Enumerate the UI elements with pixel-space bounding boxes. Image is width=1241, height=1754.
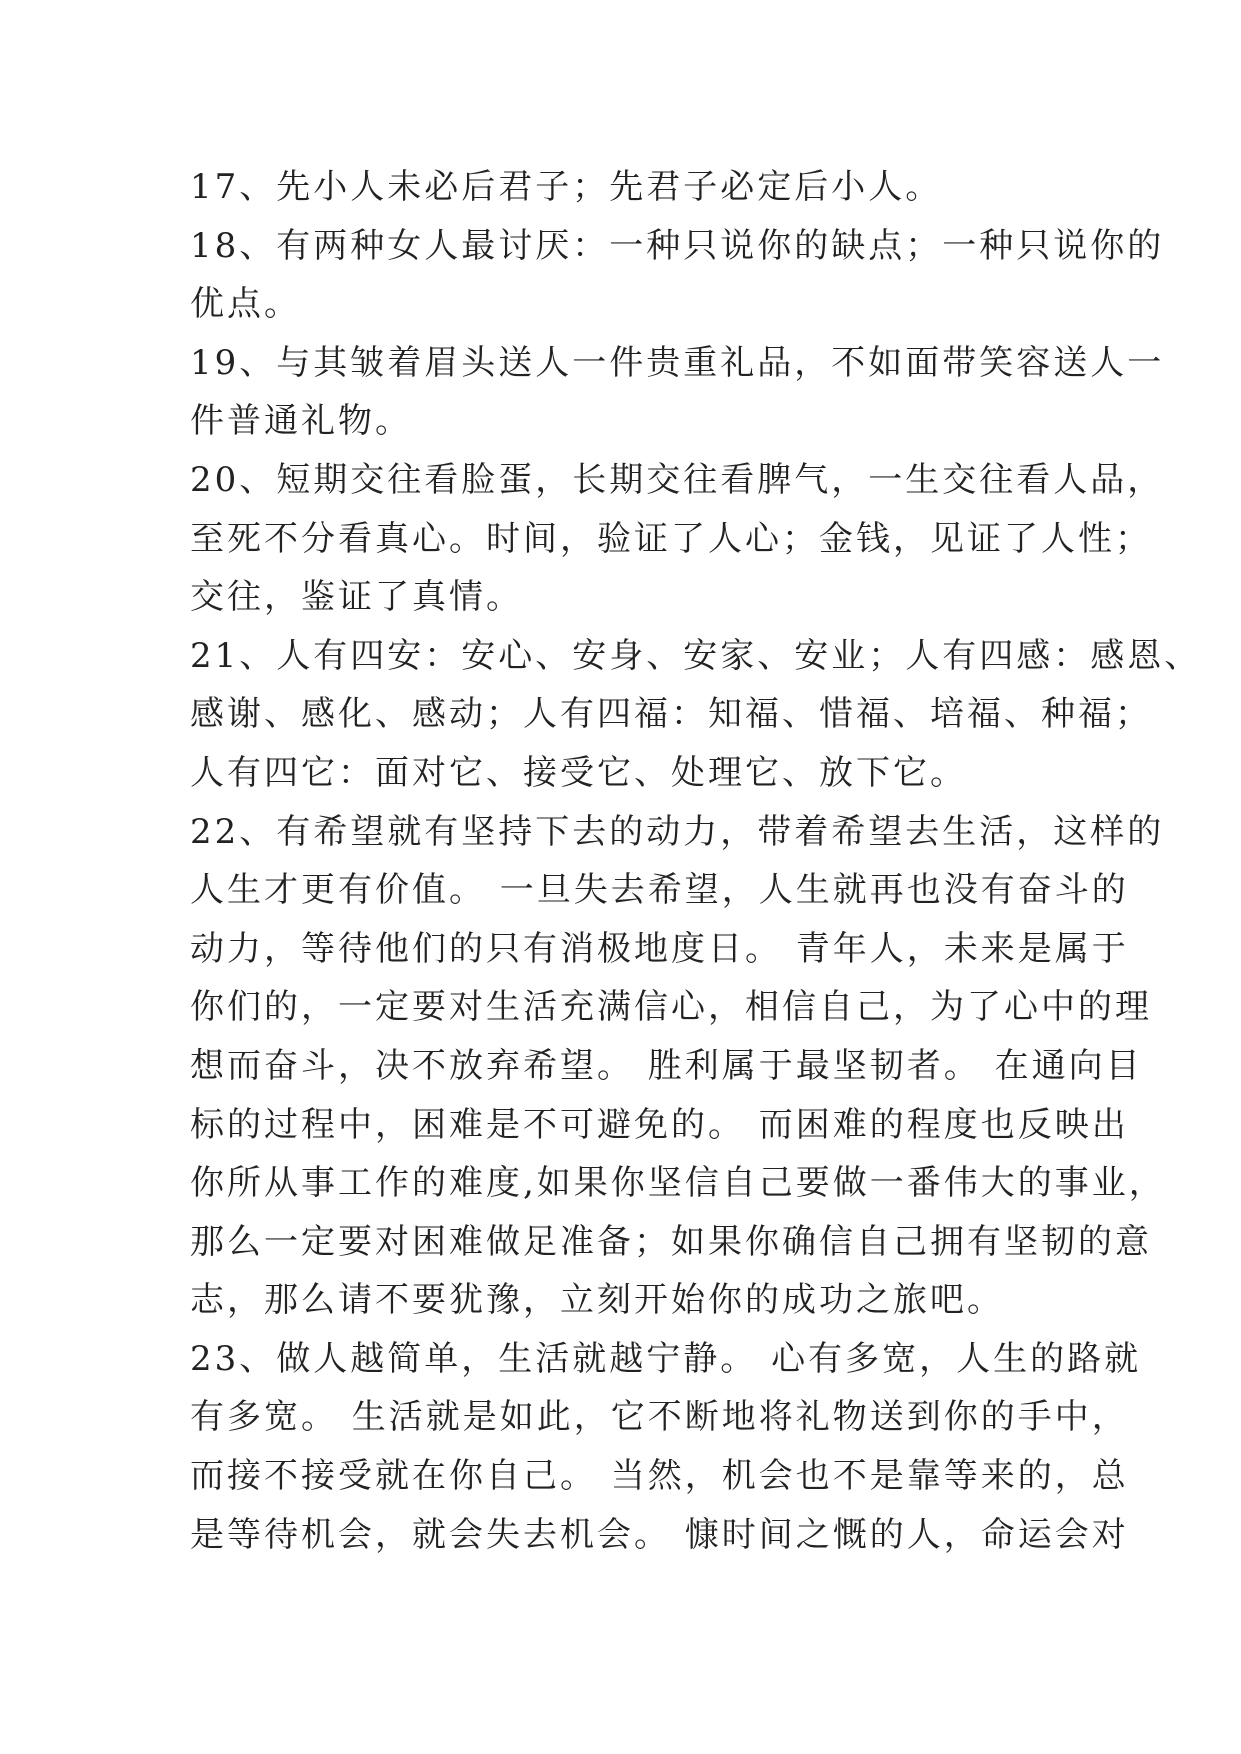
text-line: 动力，等待他们的只有消极地度日。 青年人，未来是属于 — [190, 928, 1129, 969]
text-line: 22、有希望就有坚持下去的动力，带着希望去生活，这样的 — [190, 811, 1165, 852]
text-line: 优点。 — [190, 284, 301, 325]
text-line: 18、有两种女人最讨厌：一种只说你的缺点；一种只说你的 — [190, 225, 1165, 266]
text-line: 而接不接受就在你自己。 当然，机会也不是靠等来的，总 — [190, 1456, 1129, 1497]
text-line: 至死不分看真心。时间，验证了人心；金钱，见证了人性； — [190, 518, 1152, 559]
text-line: 那么一定要对困难做足准备；如果你确信自己拥有坚韧的意 — [190, 1221, 1152, 1262]
text-line: 23、做人越简单，生活就越宁静。 心有多宽，人生的路就 — [190, 1338, 1142, 1379]
text-line: 有多宽。 生活就是如此，它不断地将礼物送到你的手中， — [190, 1397, 1129, 1438]
document-body — [190, 158, 1202, 1564]
text-line: 17、先小人未必后君子；先君子必定后小人。 — [190, 167, 943, 207]
text-line: 件普通礼物。 — [190, 401, 412, 442]
text-line: 是等待机会，就会失去机会。 慷时间之慨的人，命运会对 — [190, 1514, 1129, 1555]
text-line: 19、与其皱着眉头送人一件贵重礼品，不如面带笑容送人一 — [190, 342, 1165, 383]
text-line: 21、人有四安：安心、安身、安家、安业；人有四感：感恩、 — [190, 635, 1202, 676]
text-line: 你所从事工作的难度,如果你坚信自己要做一番伟大的事业， — [190, 1163, 1166, 1204]
text-line: 感谢、感化、感动；人有四福：知福、惜福、培福、种福； — [190, 694, 1152, 735]
text-line: 人有四它：面对它、接受它、处理它、放下它。 — [190, 752, 967, 793]
text-line: 想而奋斗，决不放弃希望。 胜利属于最坚韧者。 在通向目 — [190, 1045, 1143, 1086]
text-line: 20、短期交往看脸蛋，长期交往看脾气，一生交往看人品， — [190, 459, 1165, 500]
text-line: 你们的，一定要对生活充满信心，相信自己，为了心中的理 — [190, 987, 1152, 1028]
text-line: 标的过程中，困难是不可避免的。 而困难的程度也反映出 — [190, 1104, 1129, 1145]
text-line: 交往，鉴证了真情。 — [190, 577, 523, 618]
text-line: 人生才更有价值。 一旦失去希望，人生就再也没有奋斗的 — [190, 870, 1129, 911]
text-line: 志，那么请不要犹豫，立刻开始你的成功之旅吧。 — [190, 1280, 1004, 1321]
